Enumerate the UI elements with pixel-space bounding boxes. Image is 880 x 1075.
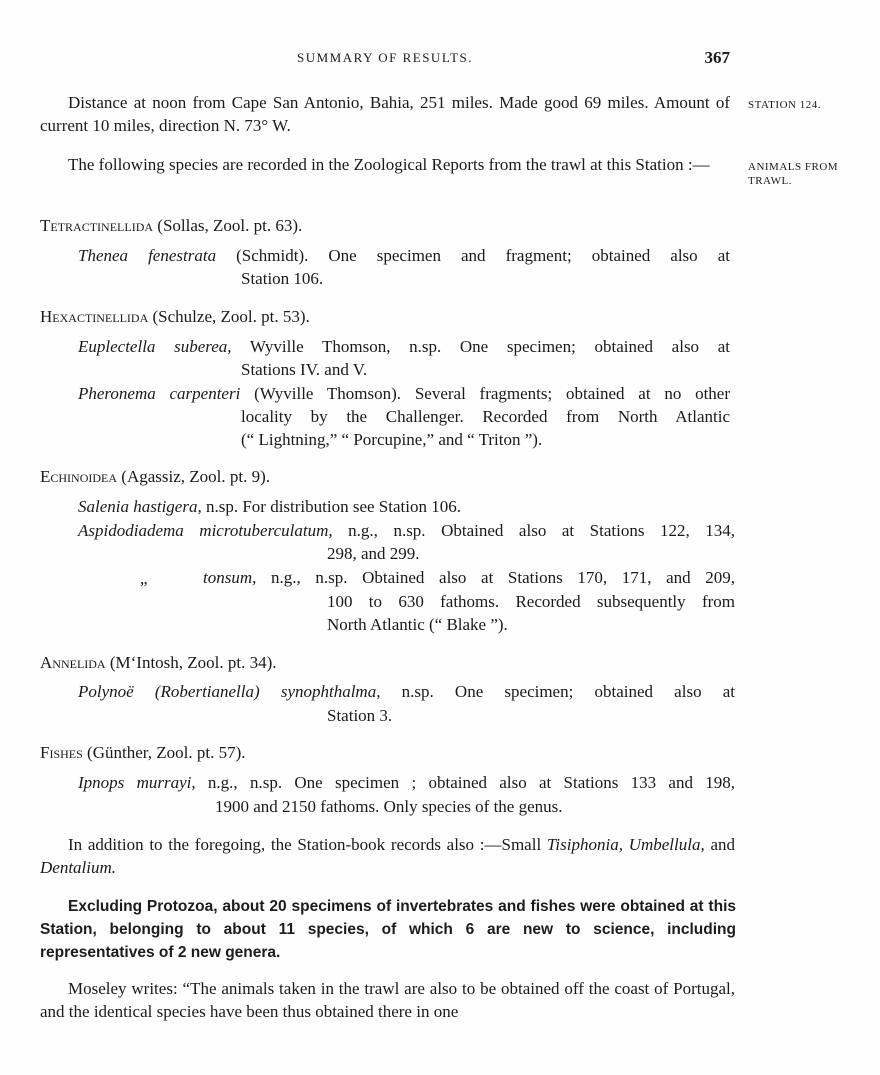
- margin-note-station: STATION 124.: [748, 99, 821, 111]
- entry-continuation: Station 106.: [241, 269, 324, 288]
- station-book-paragraph: [40, 833, 735, 879]
- taxon: Umbellula,: [628, 835, 705, 854]
- entry-continuation: locality by the Challenger. Recorded from North Atlantic: [241, 407, 730, 426]
- taxon: Dentalium.: [40, 858, 117, 877]
- entry-continuation: (“ Lightning,” “ Porcupine,” and “ Triton ”).: [241, 430, 543, 449]
- group-annelida: [40, 653, 277, 673]
- entry-text: n.sp. For distribution see Station 106.: [205, 497, 461, 516]
- species-name: Polynoë (Robertianella) synophthalma,: [78, 682, 381, 701]
- entry-text: (Wyville Thomson). Several fragments; obtained at no other: [254, 384, 731, 403]
- group-name: Hexactinellida: [40, 307, 149, 326]
- species-entry: [78, 382, 730, 405]
- entry-continuation: 1900 and 2150 fathoms. Only species of the genus.: [215, 797, 563, 816]
- entry-continuation: Stations IV. and V.: [241, 360, 368, 379]
- species-entry: [78, 495, 461, 518]
- group-reference: (M‘Intosh, Zool. pt. 34).: [109, 653, 277, 672]
- running-title: SUMMARY OF RESULTS.: [296, 50, 473, 65]
- species-entry: [78, 244, 730, 267]
- conjunction: and: [710, 835, 736, 854]
- group-fishes: [40, 743, 245, 763]
- group-name: Tetractinellida: [40, 216, 154, 235]
- species-name: Salenia hastigera,: [78, 497, 202, 516]
- species-name: Pheronema carpenteri: [78, 384, 241, 403]
- group-echinoidea: [40, 467, 270, 487]
- entry-text: n.g., n.sp. Obtained also at Stations 170, 171, and 209,: [271, 568, 735, 587]
- margin-note-animals: ANIMALS FROM TRAWL.: [748, 161, 839, 187]
- group-name: Echinoidea: [40, 467, 118, 486]
- page-header: [40, 50, 730, 72]
- entry-text: n.g., n.sp. One specimen ; obtained also at Stations 133 and 198,: [207, 773, 735, 792]
- entry-continuation: 100 to 630 fathoms. Recorded subsequently from: [327, 592, 735, 611]
- ditto-mark: „: [140, 569, 148, 588]
- species-entry: [78, 680, 735, 703]
- group-reference: (Sollas, Zool. pt. 63).: [157, 216, 303, 235]
- summary-paragraph: Excluding Protozoa, about 20 specimens of invertebrates and fishes were obtained at this Station, belonging to about 11 species, of which 6 are new to science, including representatives of 2 new genera.: [40, 898, 736, 961]
- distance-paragraph: Distance at noon from Cape San Antonio, Bahia, 251 miles. Made good 69 miles. Amount of current 10 miles, direction N. 73° W.: [40, 93, 730, 135]
- species-entry: [78, 771, 735, 794]
- group-reference: (Agassiz, Zool. pt. 9).: [121, 467, 271, 486]
- entry-text: n.sp. One specimen; obtained also at: [401, 682, 736, 701]
- entry-text: n.g., n.sp. Obtained also at Stations 122, 134,: [348, 521, 736, 540]
- moseley-paragraph: Moseley writes: “The animals taken in the trawl are also to be obtained off the coast of Portugal, and the identical species have been thus obtained there in one: [40, 979, 735, 1021]
- species-intro-paragraph: The following species are recorded in the Zoological Reports from the trawl at this Station :—: [68, 155, 710, 174]
- species-name: Euplectella suberea,: [78, 337, 232, 356]
- entry-text: Wyville Thomson, n.sp. One specimen; obtained also at: [249, 337, 730, 356]
- species-entry: [203, 566, 735, 589]
- group-reference: (Günther, Zool. pt. 57).: [87, 743, 246, 762]
- entry-continuation: 298, and 299.: [327, 544, 420, 563]
- entry-continuation: North Atlantic (“ Blake ”).: [327, 615, 508, 634]
- group-name: Annelida: [40, 653, 106, 672]
- species-name: Aspidodiadema microtuberculatum,: [78, 521, 333, 540]
- station-book-lead: In addition to the foregoing, the Station-book records also :—Small: [68, 835, 542, 854]
- species-name: Ipnops murrayi,: [78, 773, 196, 792]
- group-hexactinellida: [40, 307, 310, 327]
- taxon: Tisiphonia,: [546, 835, 623, 854]
- species-entry: [78, 519, 735, 542]
- group-reference: (Schulze, Zool. pt. 53).: [152, 307, 310, 326]
- group-name: Fishes: [40, 743, 83, 762]
- entry-text: (Schmidt). One specimen and fragment; obtained also at: [236, 246, 730, 265]
- page-number: 367: [704, 48, 730, 67]
- species-name: tonsum,: [203, 568, 257, 587]
- species-name: Thenea fenestrata: [78, 246, 217, 265]
- group-tetractinellida: [40, 216, 302, 236]
- species-entry: [78, 335, 730, 358]
- entry-continuation: Station 3.: [327, 706, 393, 725]
